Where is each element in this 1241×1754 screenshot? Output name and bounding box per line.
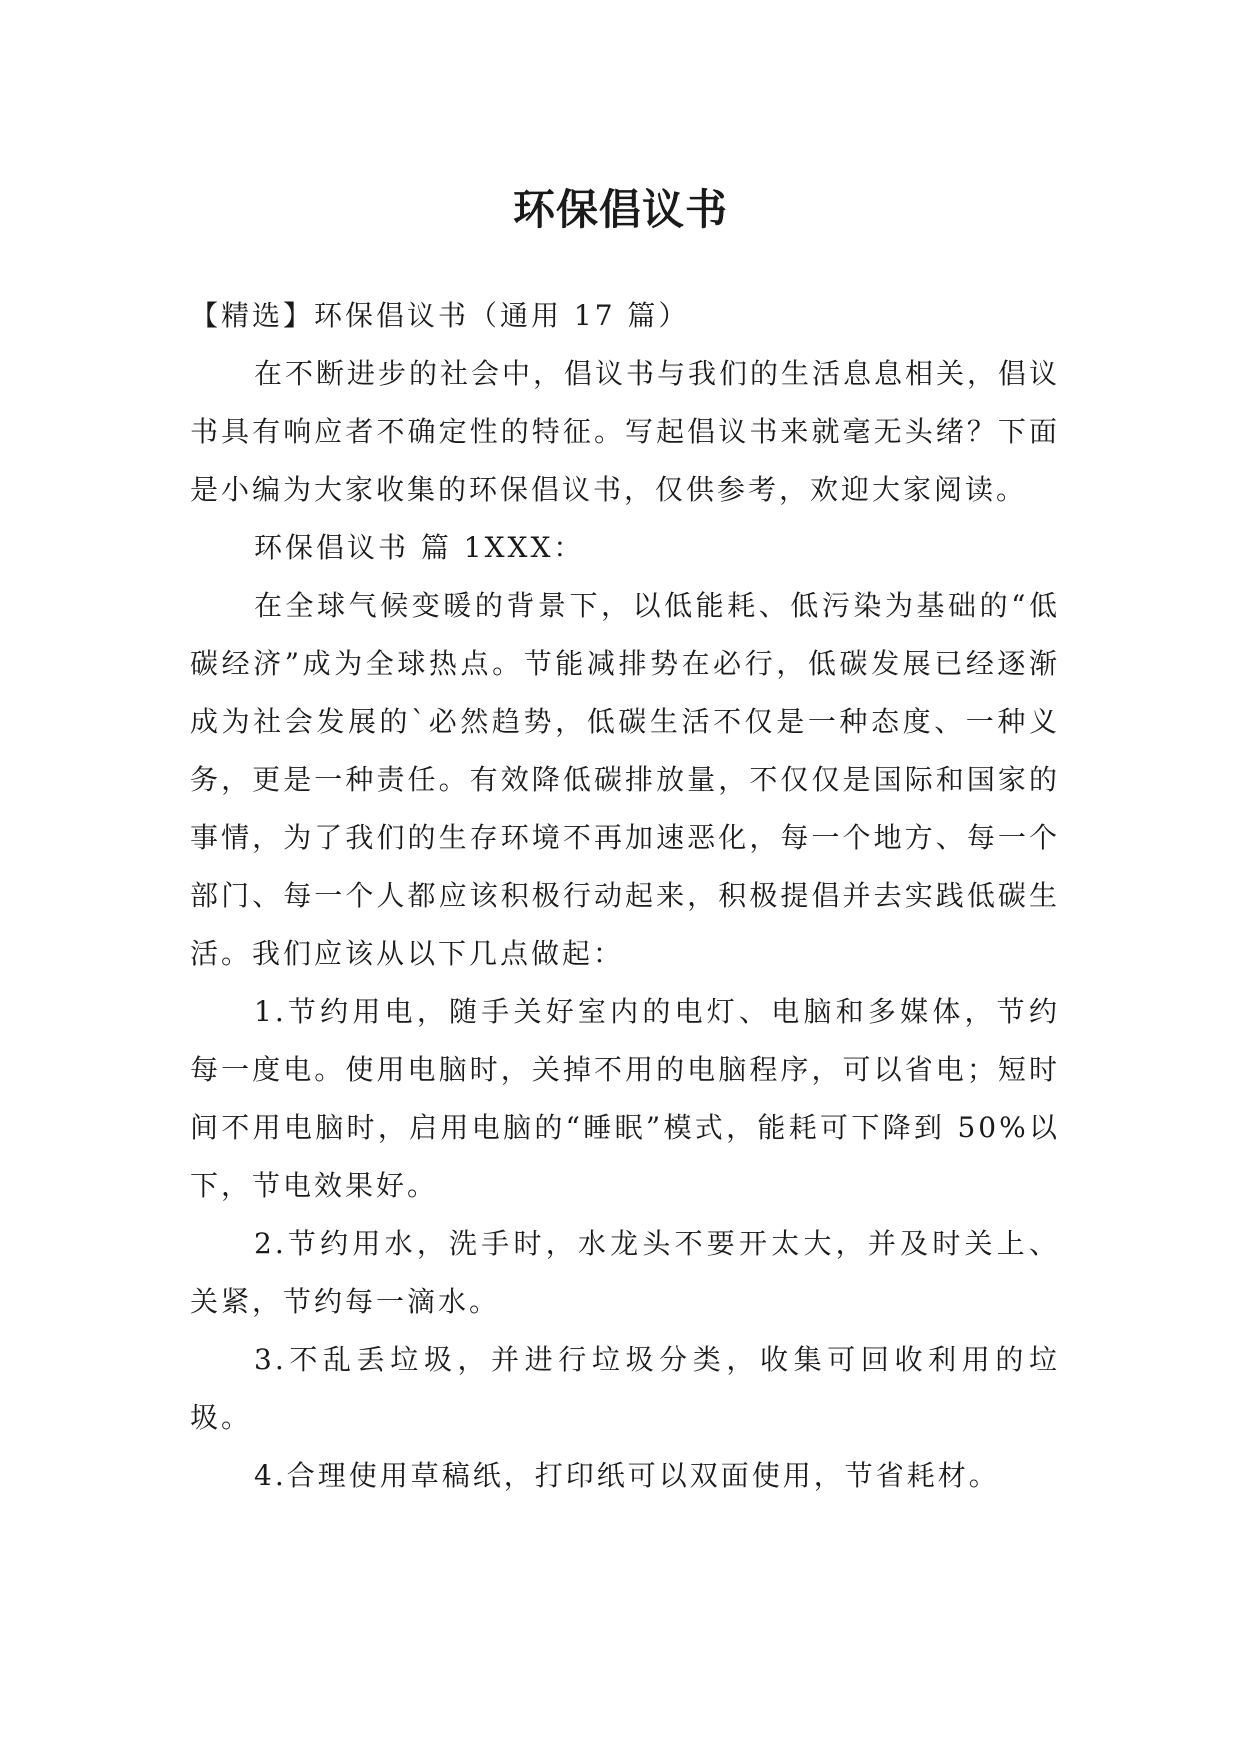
section-heading: 环保倡议书 篇 1XXX： bbox=[254, 531, 585, 564]
list-item: 4.合理使用草稿纸，打印纸可以双面使用，节省耗材。 bbox=[254, 1459, 1000, 1492]
list-item: 3.不乱丢垃圾，并进行垃圾分类，收集可回收利用的垃圾。 bbox=[190, 1343, 1060, 1434]
intro-paragraph: 在不断进步的社会中，倡议书与我们的生活息息相关，倡议书具有响应者不确定性的特征。写起倡议书来就毫无头绪？下面是小编为大家收集的环保倡议书，仅供参考，欢迎大家阅读。 bbox=[190, 357, 1061, 506]
document-subtitle-line: 【精选】环保倡议书（通用 17 篇） bbox=[190, 299, 690, 332]
list-item: 1.节约用电，随手关好室内的电灯、电脑和多媒体，节约每一度电。使用电脑时，关掉不用的电脑程序，可以省电；短时间不用电脑时，启用电脑的“睡眠”模式，能耗可下降到 50%以下，节电效果好。 bbox=[190, 995, 1060, 1202]
document-title: 环保倡议书 bbox=[512, 185, 728, 235]
document-body bbox=[190, 287, 1060, 1505]
body-paragraph: 在全球气候变暖的背景下，以低能耗、低污染为基础的“低碳经济”成为全球热点。节能减排势在必行，低碳发展已经逐渐成为社会发展的`必然趋势，低碳生活不仅是一种态度、一种义务，更是一种责任。有效降低碳排放量，不仅仅是国际和国家的事情，为了我们的生存环境不再加速恶化，每一个地方、每一个部门、每一个人都应该积极行动起来，积极提倡并去实践低碳生活。我们应该从以下几点做起： bbox=[190, 589, 1060, 970]
list-item: 2.节约用水，洗手时，水龙头不要开太大，并及时关上、关紧，节约每一滴水。 bbox=[190, 1227, 1060, 1318]
